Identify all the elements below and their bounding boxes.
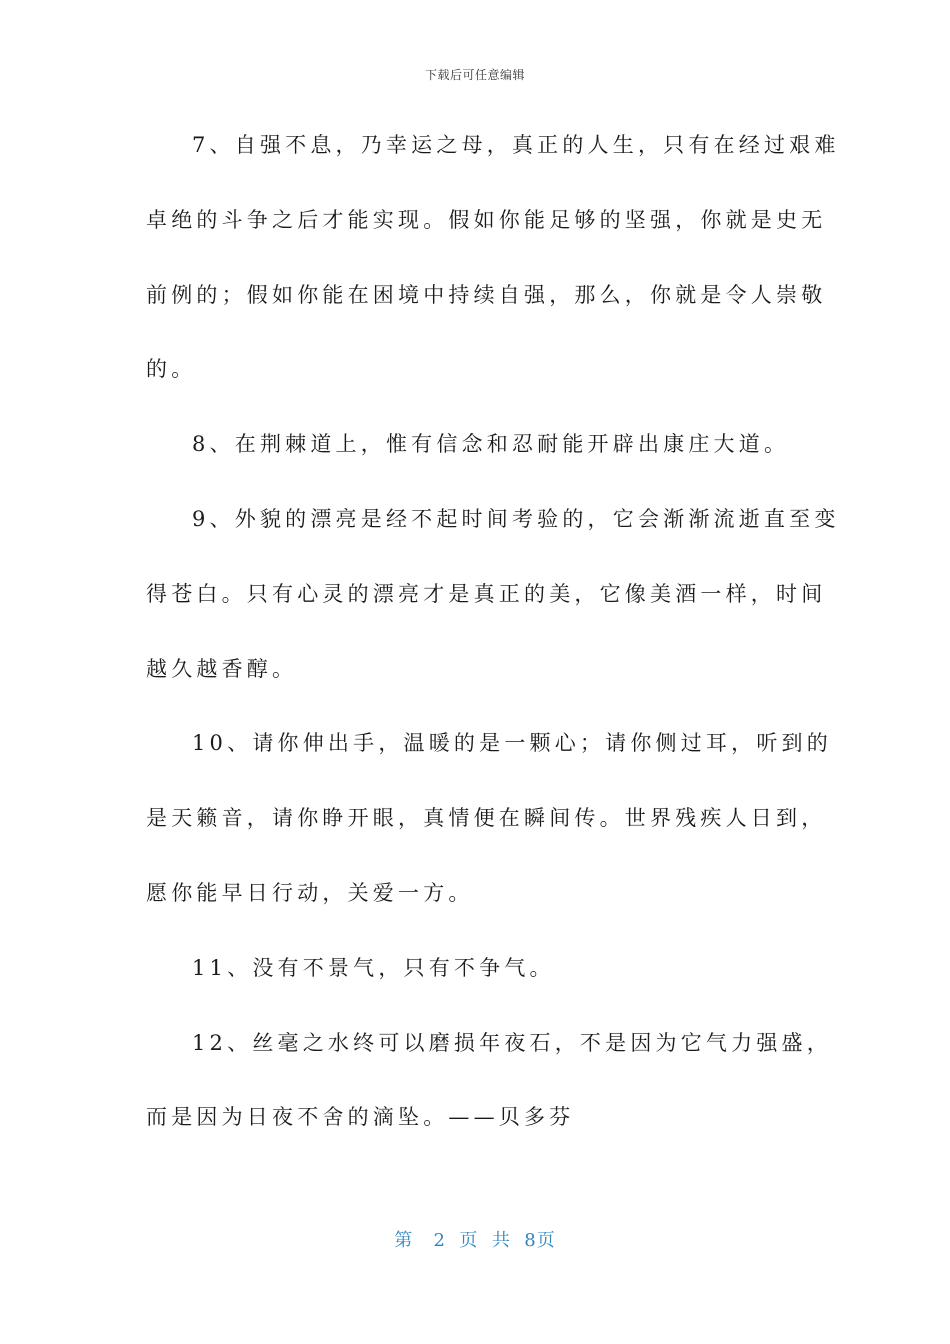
paragraph-10-line-2: 是天籁音，请你睁开眼，真情便在瞬间传。世界残疾人日到， (146, 806, 827, 831)
paragraph-10-line-3: 愿你能早日行动，关爱一方。 (146, 880, 474, 905)
paragraph-12-line-2: 而是因为日夜不舍的滴坠。——贝多芬 (146, 1105, 575, 1130)
footer-total-label: 共 (491, 1230, 511, 1251)
paragraph-7-line-3: 前例的；假如你能在困境中持续自强，那么，你就是令人崇敬 (146, 282, 827, 307)
paragraph-7-line-1: 7、自强不息，乃幸运之母，真正的人生，只有在经过艰难 (192, 133, 840, 157)
paragraph-12-line-1: 12、丝毫之水终可以磨损年夜石，不是因为它气力强盛， (192, 1030, 832, 1055)
footer-page-label: 页 (459, 1230, 479, 1251)
paragraph-9-line-2: 得苍白。只有心灵的漂亮才是真正的美，它像美酒一样，时间 (146, 581, 827, 606)
paragraph-9-line-3: 越久越香醇。 (146, 656, 298, 681)
page-number-current: 2 (433, 1230, 446, 1251)
footer-prefix: 第 (394, 1230, 414, 1251)
paragraph-10-line-1: 10、请你伸出手，温暖的是一颗心；请你侧过耳，听到的 (192, 731, 832, 756)
page-number-total: 8页 (524, 1230, 556, 1251)
paragraph-7-line-4: 的。 (146, 357, 197, 382)
page-header: 下载后可任意编辑 (424, 68, 525, 82)
document-body (146, 120, 840, 1167)
paragraph-8-line-1: 8、在荆棘道上，惟有信念和忍耐能开辟出康庄大道。 (192, 432, 790, 457)
paragraph-9-line-1: 9、外貌的漂亮是经不起时间考验的，它会渐渐流逝直至变 (192, 506, 840, 531)
page-footer (0, 1226, 950, 1252)
paragraph-7-line-2: 卓绝的斗争之后才能实现。假如你能足够的坚强，你就是史无 (146, 207, 827, 232)
paragraph-11-line-1: 11、没有不景气，只有不争气。 (192, 955, 555, 980)
